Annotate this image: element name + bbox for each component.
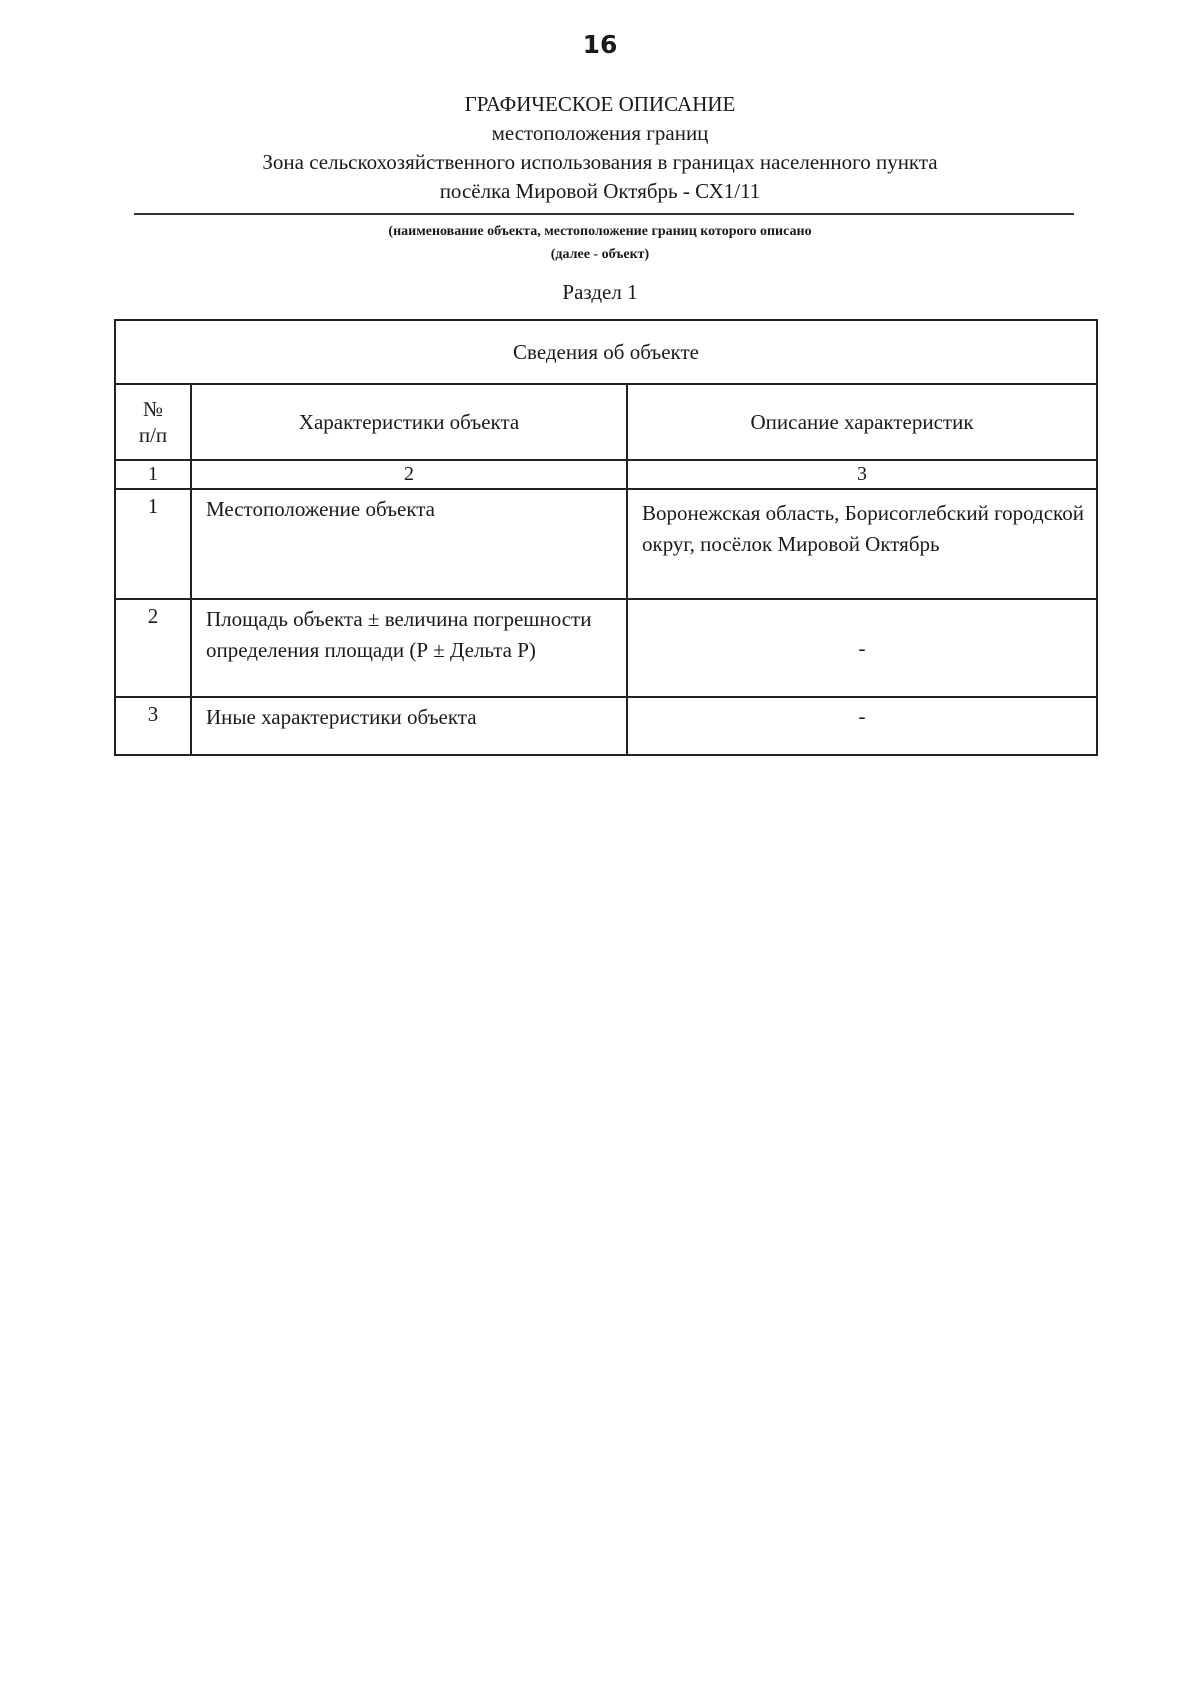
table-title: Сведения об объекте (115, 320, 1097, 384)
column-number-1: 1 (115, 460, 191, 489)
object-name-line-2: посёлка Мировой Октябрь - СХ1/11 (439, 179, 761, 203)
caption-line-1: (наименование объекта, местоположение границ которого описано (388, 224, 812, 239)
row-description: - (627, 697, 1097, 755)
column-number-2: 2 (191, 460, 627, 489)
table-row (115, 489, 1097, 599)
column-header-number-label: № п/п (138, 397, 168, 447)
row-characteristic: Иные характеристики объекта (191, 697, 627, 755)
page-number: 16 (582, 30, 618, 59)
table-header-row (115, 384, 1097, 460)
row-number: 2 (115, 599, 191, 697)
row-number: 3 (115, 697, 191, 755)
row-characteristic: Площадь объекта ± величина погрешности определения площади (Р ± Дельта Р) (191, 599, 627, 697)
caption-line-2: (далее - объект) (550, 247, 650, 262)
object-info-table (114, 319, 1098, 756)
row-characteristic: Местоположение объекта (191, 489, 627, 599)
table-title-row (115, 320, 1097, 384)
section-label: Раздел 1 (562, 280, 638, 304)
column-header-description: Описание характеристик (627, 384, 1097, 460)
table-row (115, 599, 1097, 697)
object-name-line-1: Зона сельскохозяйственного использования в границах населенного пункта (262, 150, 938, 174)
column-number-3: 3 (627, 460, 1097, 489)
document-header (0, 90, 1200, 206)
document-title: ГРАФИЧЕСКОЕ ОПИСАНИЕ (464, 92, 736, 116)
column-header-number (115, 384, 191, 460)
row-number: 1 (115, 489, 191, 599)
table-row (115, 697, 1097, 755)
object-caption (0, 220, 1200, 266)
row-description: - (627, 599, 1097, 697)
row-description: Воронежская область, Борисоглебский городской округ, посёлок Мировой Октябрь (627, 489, 1097, 599)
title-underline (134, 213, 1074, 215)
document-subtitle: местоположения границ (491, 121, 709, 145)
column-number-row (115, 460, 1097, 489)
column-header-characteristic: Характеристики объекта (191, 384, 627, 460)
